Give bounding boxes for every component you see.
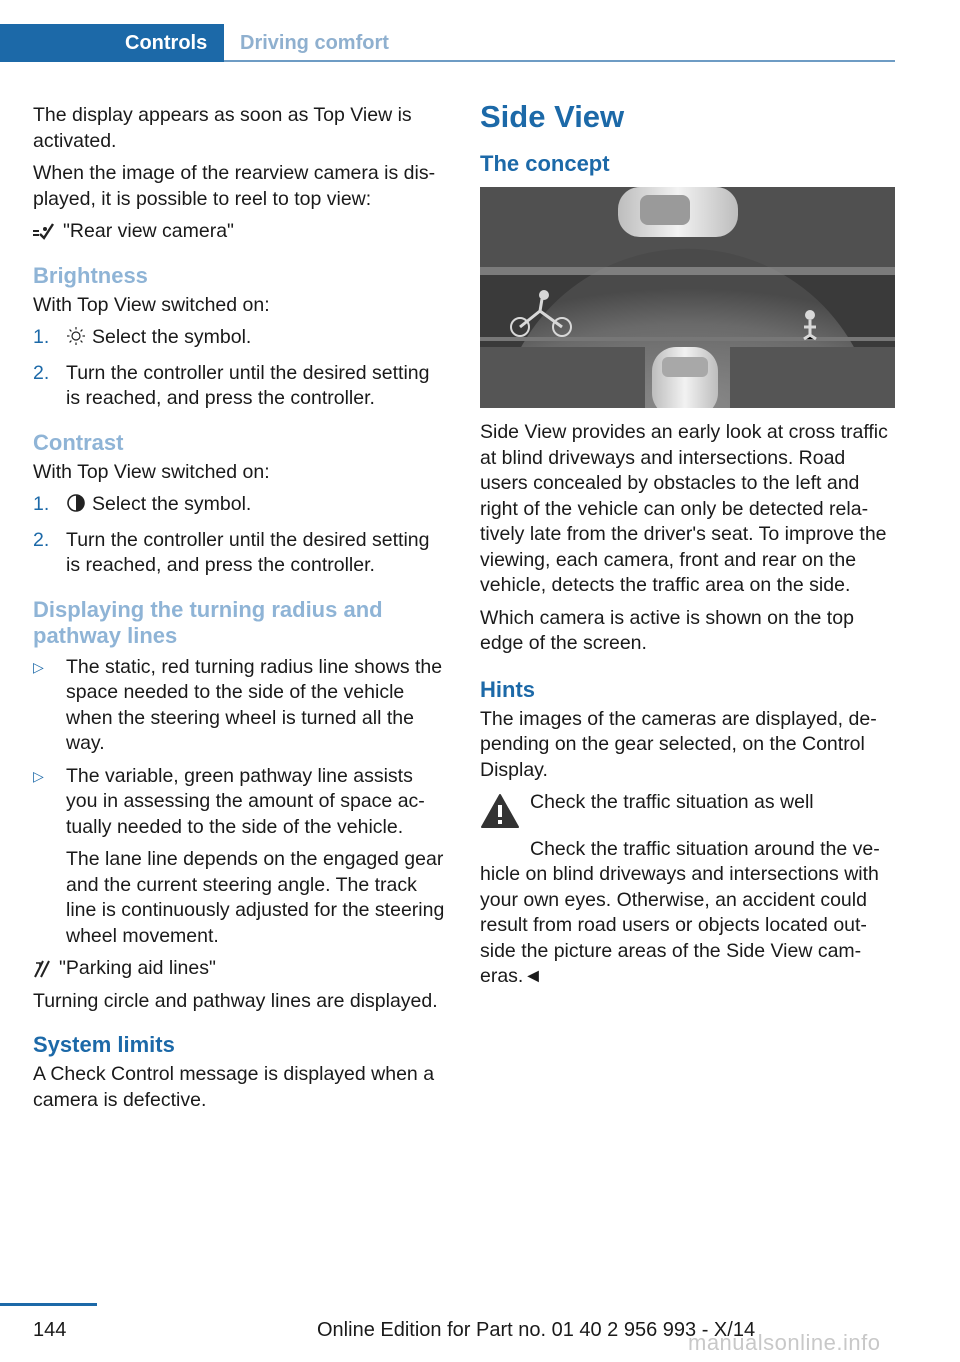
tab-driving-comfort[interactable]: Driving comfort bbox=[240, 32, 389, 54]
step-number: 2. bbox=[33, 361, 50, 384]
footer-rule bbox=[0, 1303, 97, 1306]
step-number: 1. bbox=[33, 493, 50, 515]
intro-paragraph-2: When the image of the rearview camera is dis‐played, it is possible to reel to top view: bbox=[33, 162, 436, 210]
hints-paragraph: The images of the cameras are displayed, de‐pending on the gear selected, on the Control Display. bbox=[480, 707, 877, 781]
rear-camera-label: "Rear view camera" bbox=[63, 220, 234, 242]
bullet-text: The static, red turning radius line shows the space needed to the side of the vehicle when the steering wheel is turned all the way. bbox=[66, 655, 443, 754]
turning-radius-heading: Displaying the turning radius and pathway lines bbox=[33, 596, 383, 648]
contrast-heading: Contrast bbox=[33, 429, 124, 455]
turning-closing-text: Turning circle and pathway lines are displayed. bbox=[33, 989, 438, 1012]
header-divider bbox=[224, 60, 895, 62]
list-item bbox=[33, 492, 448, 521]
parking-aid-menu-item bbox=[33, 956, 448, 982]
step-text: Turn the controller until the desired setting is reached, and press the controller. bbox=[66, 361, 430, 409]
page-header bbox=[0, 0, 960, 62]
step-text: Turn the controller until the desired setting is reached, and press the controller. bbox=[66, 528, 430, 576]
warning-title: Check the traffic situation as well bbox=[530, 791, 814, 813]
list-item bbox=[33, 764, 448, 950]
system-limits-heading: System limits bbox=[33, 1032, 175, 1057]
list-item bbox=[33, 361, 448, 412]
parking-aid-label: "Parking aid lines" bbox=[59, 957, 216, 979]
list-item bbox=[33, 655, 448, 757]
contrast-steps bbox=[33, 492, 448, 579]
warning-text: Check the traffic situation around the ve‐hicle on blind driveways and intersections with your own eyes. Otherwise, an accident could result from road users or objects located out‐side the picture areas of the Side View cam‐eras.◄ bbox=[480, 837, 880, 987]
step-text: Select the symbol. bbox=[92, 326, 252, 348]
right-column bbox=[480, 99, 895, 997]
brightness-sun-icon bbox=[66, 326, 86, 354]
turning-bullets bbox=[33, 655, 448, 950]
section-title: Side View bbox=[480, 99, 625, 134]
parking-aid-lines-icon bbox=[33, 959, 59, 979]
list-item bbox=[33, 325, 448, 354]
hints-heading: Hints bbox=[480, 676, 535, 702]
contrast-sub: With Top View switched on: bbox=[33, 460, 270, 483]
intro-paragraph-1: The display appears as soon as Top View is activated. bbox=[33, 104, 412, 152]
concept-heading: The concept bbox=[480, 151, 610, 176]
system-limits-text: A Check Control message is displayed when a camera is defective. bbox=[33, 1063, 435, 1111]
page-number: 144 bbox=[33, 1319, 67, 1341]
concept-paragraph-1: Side View provides an early look at cross traffic at blind driveways and intersections. Road users concealed by obstacles to the left and right of the vehicle can only be detected rela‐tively late from the driver's seat. To improve the viewing, each camera, front and rear on the vehicle, detects the traffic area on the side. bbox=[480, 421, 888, 596]
rear-camera-menu-item bbox=[33, 219, 448, 245]
brightness-heading: Brightness bbox=[33, 262, 148, 288]
brightness-sub: With Top View switched on: bbox=[33, 293, 270, 316]
left-column bbox=[33, 103, 448, 1120]
list-item bbox=[33, 528, 448, 579]
bullet-triangle-icon: ▷ bbox=[33, 658, 44, 675]
tab-controls[interactable]: Controls bbox=[0, 24, 224, 62]
step-number: 1. bbox=[33, 326, 50, 348]
warning-block bbox=[480, 790, 895, 837]
bullet-text-extra: The lane line depends on the engaged gear and the current steering angle. The track line is continuously adjusted for the steering wheel movement. bbox=[66, 848, 445, 947]
side-view-camera-illustration bbox=[480, 187, 895, 408]
contrast-icon bbox=[66, 493, 86, 521]
brightness-steps bbox=[33, 325, 448, 412]
step-text: Select the symbol. bbox=[92, 493, 252, 515]
watermark: manualsonline.info bbox=[688, 1330, 881, 1355]
bullet-triangle-icon: ▷ bbox=[33, 767, 44, 784]
rear-camera-icon bbox=[33, 222, 63, 242]
bullet-text: The variable, green pathway line assists you in assessing the amount of space ac‐tually needed to the side of the vehicle. bbox=[66, 764, 425, 838]
warning-triangle-icon bbox=[480, 790, 530, 837]
concept-paragraph-2: Which camera is active is shown on the top edge of the screen. bbox=[480, 606, 854, 654]
edition-text: Online Edition for Part no. 01 40 2 956 993 - X/14 bbox=[317, 1319, 756, 1341]
step-number: 2. bbox=[33, 528, 50, 551]
